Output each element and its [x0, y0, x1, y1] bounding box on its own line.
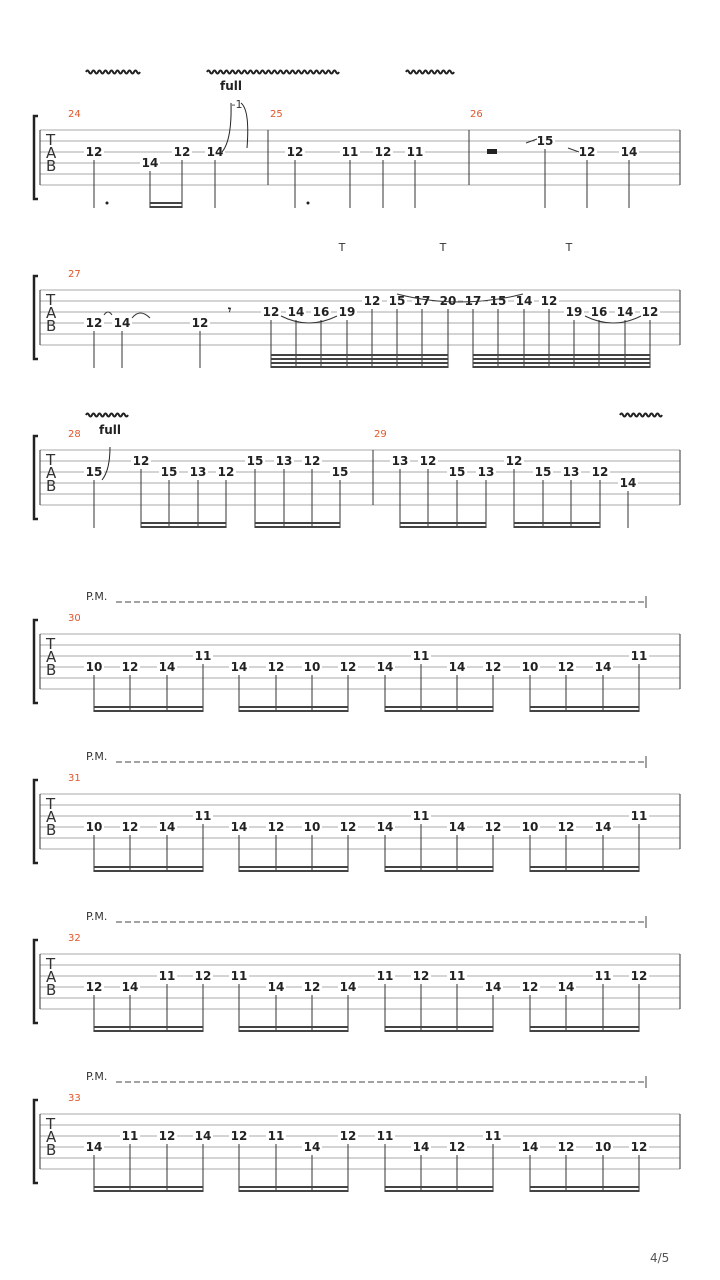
beam [514, 522, 600, 524]
fret-number: 10 [521, 660, 539, 674]
fret-number: 15 [388, 294, 406, 308]
beam [385, 1026, 493, 1028]
tab-clef-letter: A [46, 304, 57, 322]
beam [94, 706, 203, 708]
tab-clef-letter: B [46, 157, 57, 175]
fret-number: 13 [477, 465, 495, 479]
fret-number: 11 [594, 969, 612, 983]
fret-number: 15 [331, 465, 349, 479]
fret-number: 14 [267, 980, 285, 994]
beam [385, 1030, 493, 1032]
fret-number: 11 [121, 1129, 139, 1143]
fret-number: 14 [206, 145, 224, 159]
fret-number: 11 [412, 809, 430, 823]
tab-clef-letter: B [46, 821, 57, 839]
slur-arc [132, 313, 150, 318]
system-bracket [34, 436, 38, 519]
fret-number: 12 [230, 1129, 248, 1143]
fret-number: 10 [521, 820, 539, 834]
release-label: -1 [231, 98, 243, 111]
beam [530, 866, 639, 868]
fret-number: 12 [303, 454, 321, 468]
tab-clef-letter: A [46, 968, 57, 986]
tab-clef-letter: T [46, 291, 56, 309]
vibrato-mark [86, 414, 128, 417]
beam [141, 522, 226, 524]
tab-clef-letter: B [46, 1141, 57, 1159]
tab-clef-letter: T [46, 451, 56, 469]
beam [530, 1186, 639, 1188]
tab-clef-letter: B [46, 477, 57, 495]
fret-number: 19 [338, 305, 356, 319]
vibrato-mark [86, 71, 140, 74]
fret-number: 15 [85, 465, 103, 479]
beam [94, 1026, 203, 1028]
vibrato-mark [620, 414, 662, 417]
fret-number: 12 [540, 294, 558, 308]
bend-label: full [220, 79, 242, 93]
beam [94, 870, 203, 872]
fret-number: 17 [464, 294, 482, 308]
fret-number: 11 [412, 649, 430, 663]
fret-number: 14 [616, 305, 634, 319]
fret-number: 11 [341, 145, 359, 159]
measure-number: 29 [374, 429, 387, 440]
fret-number: 12 [303, 980, 321, 994]
beam [385, 706, 493, 708]
fret-number: 12 [557, 1140, 575, 1154]
fret-number: 12 [286, 145, 304, 159]
rest-symbol: 𝄾 [228, 303, 232, 317]
rhythm-dot [307, 202, 310, 205]
bend-arrow [222, 103, 231, 152]
beam [385, 1186, 493, 1188]
fret-number: 14 [594, 660, 612, 674]
fret-number: 15 [534, 465, 552, 479]
fret-number: 15 [448, 465, 466, 479]
beam [385, 870, 493, 872]
fret-number: 14 [376, 660, 394, 674]
fret-number: 11 [230, 969, 248, 983]
beam [473, 354, 650, 356]
fret-number: 14 [287, 305, 305, 319]
tab-clef-letter: A [46, 144, 57, 162]
fret-number: 12 [339, 820, 357, 834]
fret-number: 14 [620, 145, 638, 159]
tab-clef-letter: T [46, 635, 56, 653]
fret-number: 14 [521, 1140, 539, 1154]
fret-number: 12 [591, 465, 609, 479]
fret-number: 11 [267, 1129, 285, 1143]
fret-number: 10 [85, 820, 103, 834]
tap-label: T [565, 241, 573, 254]
beam [94, 1190, 203, 1192]
fret-number: 12 [191, 316, 209, 330]
fret-number: 14 [230, 820, 248, 834]
measure-number: 26 [470, 109, 483, 120]
tap-label: T [439, 241, 447, 254]
beam [385, 1190, 493, 1192]
fret-number: 14 [619, 476, 637, 490]
beam [94, 1030, 203, 1032]
beam [141, 526, 226, 528]
beam [239, 1186, 348, 1188]
tab-clef-letter: A [46, 464, 57, 482]
fret-number: 12 [557, 660, 575, 674]
fret-number: 12 [521, 980, 539, 994]
fret-number: 14 [303, 1140, 321, 1154]
fret-number: 10 [85, 660, 103, 674]
beam [473, 366, 650, 368]
fret-number: 14 [594, 820, 612, 834]
system-bracket [34, 780, 38, 863]
fret-number: 11 [484, 1129, 502, 1143]
fret-number: 11 [194, 649, 212, 663]
fret-number: 17 [413, 294, 431, 308]
fret-number: 12 [267, 820, 285, 834]
fret-number: 14 [158, 820, 176, 834]
beam [530, 706, 639, 708]
fret-number: 12 [121, 820, 139, 834]
measure-number: 27 [68, 269, 81, 280]
tab-clef-letter: T [46, 955, 56, 973]
fret-number: 12 [121, 660, 139, 674]
fret-number: 15 [536, 134, 554, 148]
beam [94, 1186, 203, 1188]
system-bracket [34, 276, 38, 359]
fret-number: 12 [419, 454, 437, 468]
fret-number: 11 [630, 809, 648, 823]
fret-number: 12 [448, 1140, 466, 1154]
fret-number: 13 [189, 465, 207, 479]
beam [271, 366, 448, 368]
beam [255, 526, 340, 528]
fret-number: 10 [303, 660, 321, 674]
fret-number: 13 [275, 454, 293, 468]
beam [530, 870, 639, 872]
palm-mute-label: P.M. [86, 1070, 108, 1083]
fret-number: 14 [194, 1129, 212, 1143]
system-bracket [34, 1100, 38, 1183]
fret-number: 12 [267, 660, 285, 674]
fret-number: 11 [376, 1129, 394, 1143]
beam [530, 1030, 639, 1032]
fret-number: 12 [505, 454, 523, 468]
tab-clef-letter: T [46, 795, 56, 813]
fret-number: 14 [230, 660, 248, 674]
fret-number: 12 [194, 969, 212, 983]
fret-number: 14 [448, 660, 466, 674]
measure-number: 30 [68, 613, 81, 624]
fret-number: 14 [448, 820, 466, 834]
fret-number: 14 [113, 316, 131, 330]
beam [385, 710, 493, 712]
tab-clef-letter: T [46, 1115, 56, 1133]
fret-number: 11 [376, 969, 394, 983]
fret-number: 12 [578, 145, 596, 159]
beam [271, 354, 448, 356]
measure-number: 24 [68, 109, 81, 120]
fret-number: 15 [246, 454, 264, 468]
system-bracket [34, 940, 38, 1023]
beam [239, 706, 348, 708]
fret-number: 11 [194, 809, 212, 823]
fret-number: 14 [158, 660, 176, 674]
beam [239, 870, 348, 872]
beam [271, 358, 448, 360]
fret-number: 12 [641, 305, 659, 319]
fret-number: 12 [217, 465, 235, 479]
beam [530, 1026, 639, 1028]
fret-number: 12 [339, 1129, 357, 1143]
system-bracket [34, 116, 38, 199]
fret-number: 12 [630, 969, 648, 983]
fret-number: 12 [262, 305, 280, 319]
beam [239, 1026, 348, 1028]
rest-symbol [487, 149, 497, 154]
beam [239, 710, 348, 712]
fret-number: 15 [489, 294, 507, 308]
system-bracket [34, 620, 38, 703]
palm-mute-label: P.M. [86, 590, 108, 603]
fret-number: 12 [630, 1140, 648, 1154]
fret-number: 11 [448, 969, 466, 983]
fret-number: 12 [484, 660, 502, 674]
fret-number: 12 [557, 820, 575, 834]
rhythm-dot [106, 202, 109, 205]
tab-clef-letter: T [46, 131, 56, 149]
fret-number: 12 [132, 454, 150, 468]
beam [530, 710, 639, 712]
beam [239, 866, 348, 868]
fret-number: 19 [565, 305, 583, 319]
fret-number: 14 [484, 980, 502, 994]
vibrato-mark [207, 71, 339, 74]
fret-number: 14 [376, 820, 394, 834]
fret-number: 12 [412, 969, 430, 983]
tab-clef-letter: A [46, 808, 57, 826]
fret-number: 14 [412, 1140, 430, 1154]
fret-number: 10 [594, 1140, 612, 1154]
fret-number: 12 [158, 1129, 176, 1143]
beam [255, 522, 340, 524]
fret-number: 12 [85, 980, 103, 994]
palm-mute-label: P.M. [86, 750, 108, 763]
palm-mute-label: P.M. [86, 910, 108, 923]
beam [271, 362, 448, 364]
measure-number: 33 [68, 1093, 81, 1104]
beam [473, 362, 650, 364]
fret-number: 14 [339, 980, 357, 994]
beam [385, 866, 493, 868]
beam [530, 1190, 639, 1192]
fret-number: 16 [312, 305, 330, 319]
tab-clef-letter: A [46, 648, 57, 666]
beam [514, 526, 600, 528]
fret-number: 12 [85, 145, 103, 159]
fret-number: 12 [374, 145, 392, 159]
fret-number: 12 [173, 145, 191, 159]
tab-clef-letter: A [46, 1128, 57, 1146]
fret-number: 13 [562, 465, 580, 479]
measure-number: 32 [68, 933, 81, 944]
fret-number: 14 [141, 156, 159, 170]
beam [400, 526, 486, 528]
fret-number: 11 [406, 145, 424, 159]
tab-clef-letter: B [46, 981, 57, 999]
beam [239, 1190, 348, 1192]
beam [94, 710, 203, 712]
fret-number: 11 [630, 649, 648, 663]
measure-number: 28 [68, 429, 81, 440]
page-number: 4/5 [650, 1251, 670, 1265]
tab-clef-letter: B [46, 317, 57, 335]
measure-number: 31 [68, 773, 81, 784]
fret-number: 11 [158, 969, 176, 983]
beam [400, 522, 486, 524]
tap-label: T [338, 241, 346, 254]
fret-number: 12 [85, 316, 103, 330]
beam [239, 1030, 348, 1032]
vibrato-mark [406, 71, 454, 74]
measure-number: 25 [270, 109, 283, 120]
fret-number: 14 [557, 980, 575, 994]
beam [473, 358, 650, 360]
beam [94, 866, 203, 868]
beam [150, 202, 182, 204]
bend-label: full [99, 423, 121, 437]
tab-clef-letter: B [46, 661, 57, 679]
fret-number: 13 [391, 454, 409, 468]
fret-number: 14 [515, 294, 533, 308]
fret-number: 12 [339, 660, 357, 674]
fret-number: 20 [439, 294, 457, 308]
fret-number: 14 [85, 1140, 103, 1154]
fret-number: 14 [121, 980, 139, 994]
beam [150, 206, 182, 208]
fret-number: 12 [484, 820, 502, 834]
fret-number: 12 [363, 294, 381, 308]
fret-number: 15 [160, 465, 178, 479]
fret-number: 16 [590, 305, 608, 319]
fret-number: 10 [303, 820, 321, 834]
